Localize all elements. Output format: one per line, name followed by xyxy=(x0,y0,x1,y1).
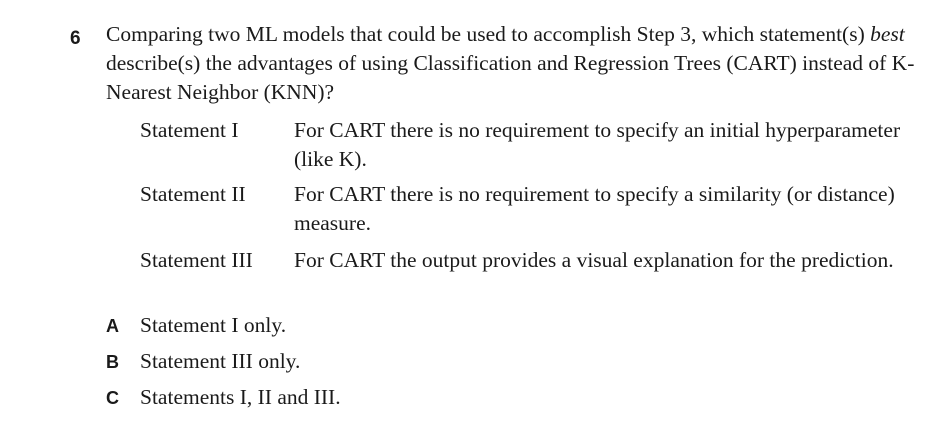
answer-option-c[interactable] xyxy=(106,383,341,413)
answer-option-a[interactable] xyxy=(106,311,286,341)
statement-text: For CART there is no requirement to specify a similarity (or distance) measure. xyxy=(294,182,895,235)
statement-label: Statement I xyxy=(140,118,239,142)
statement-1 xyxy=(140,116,930,174)
option-text: Statements I, II and III. xyxy=(140,385,341,409)
answer-option-b[interactable] xyxy=(106,347,300,377)
option-text: Statement III only. xyxy=(140,349,301,373)
option-text: Statement I only. xyxy=(140,313,287,337)
statement-label: Statement III xyxy=(140,248,253,272)
question-stem xyxy=(106,20,926,107)
stem-text-part1: Comparing two ML models that could be used to accomplish Step 3, which statement(s) xyxy=(106,22,871,46)
stem-text-part2: describe(s) the advantages of using Classification and Regression Trees (CART) instead of K-Nearest Neighbor (KNN)? xyxy=(106,51,915,104)
statement-2 xyxy=(140,180,930,238)
stem-emphasis: best xyxy=(870,22,905,46)
question-number: 6 xyxy=(70,28,81,49)
option-letter: B xyxy=(106,352,119,372)
statement-3 xyxy=(140,246,930,275)
option-letter: A xyxy=(106,316,119,336)
statement-text: For CART there is no requirement to specify an initial hyperparameter (like K). xyxy=(294,118,901,171)
statement-label: Statement II xyxy=(140,182,246,206)
option-letter: C xyxy=(106,388,119,408)
statement-text: For CART the output provides a visual explanation for the prediction. xyxy=(294,248,894,272)
